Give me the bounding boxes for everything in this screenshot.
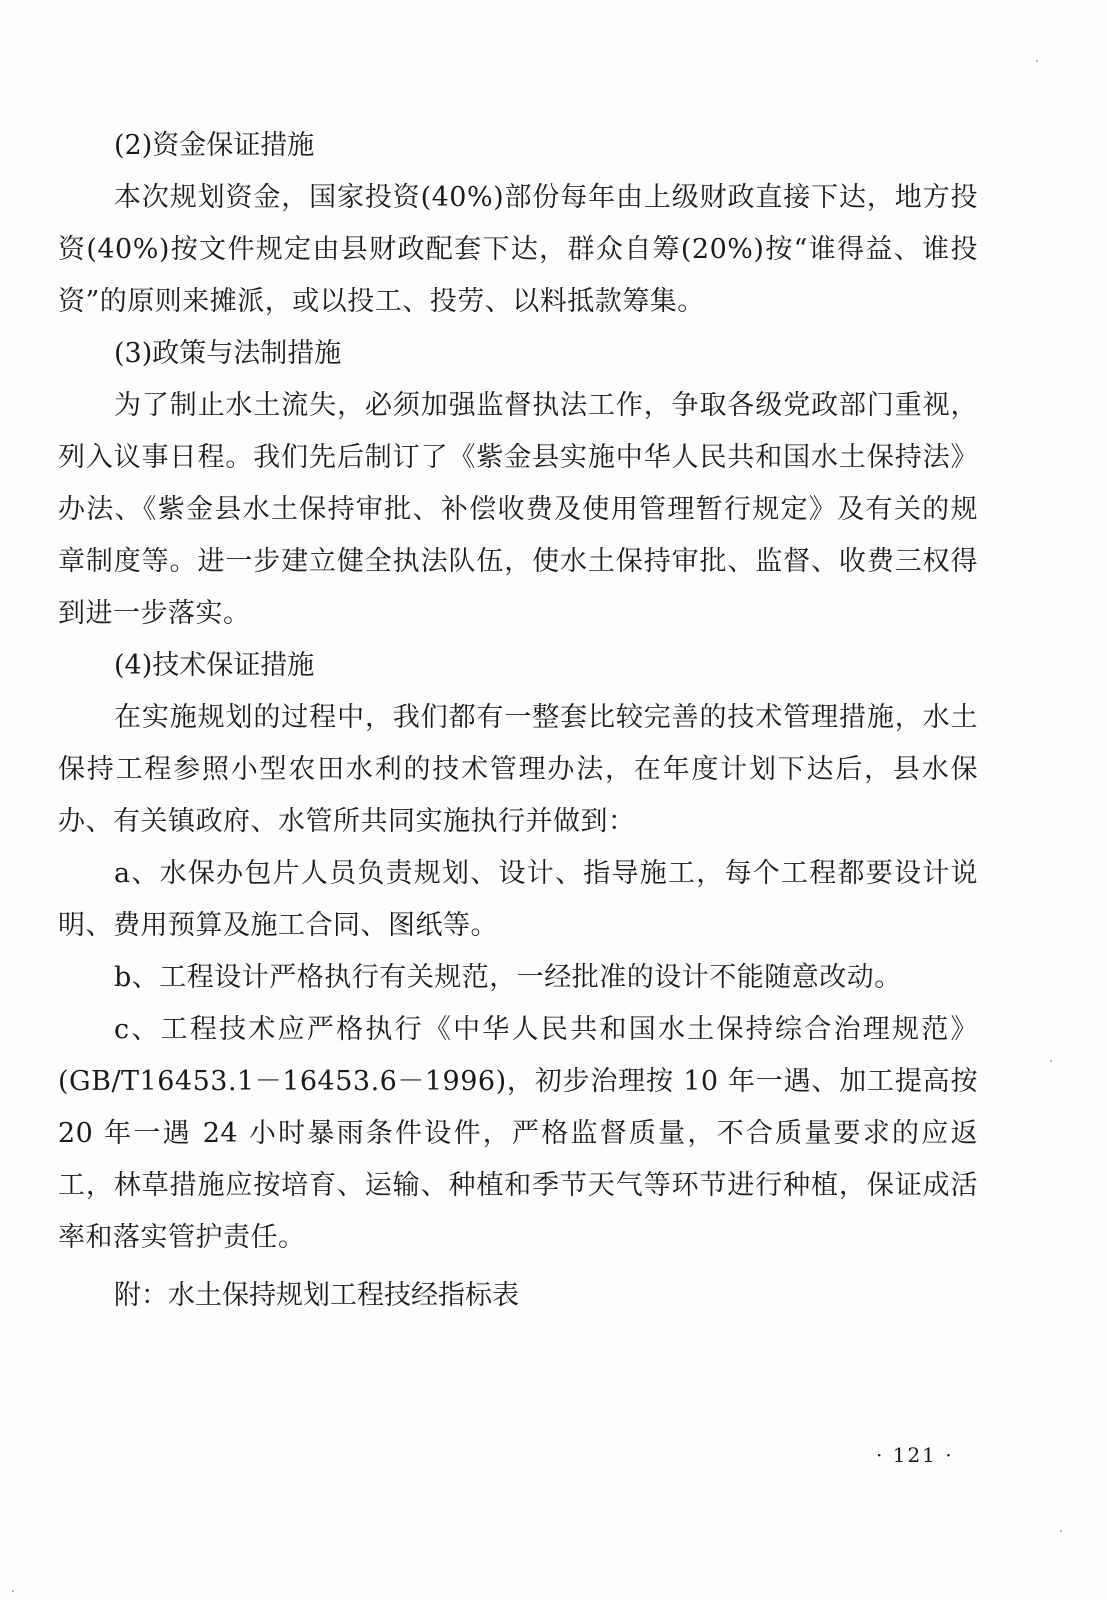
list-item-b: b、工程设计严格执行有关规范，一经批准的设计不能随意改动。 (114, 962, 902, 993)
list-item-a: a、水保办包片人员负责规划、设计、指导施工，每个工程都要设计说明、费用预算及施工合同、图纸等。 (58, 858, 978, 941)
heading-funding: (2)资金保证措施 (114, 130, 315, 161)
paragraph-technical: 在实施规划的过程中，我们都有一整套比较完善的技术管理措施，水土保持工程参照小型农田水利的技术管理办法，在年度计划下达后，县水保办、有关镇政府、水管所共同实施执行并做到： (58, 702, 978, 837)
heading-technical: (4)技术保证措施 (114, 650, 315, 681)
page-content (58, 120, 978, 1322)
scan-speck (12, 1590, 14, 1592)
scan-speck (1050, 1060, 1052, 1062)
heading-policy: (3)政策与法制措施 (114, 338, 342, 369)
paragraph-funding: 本次规划资金，国家投资(40%)部份每年由上级财政直接下达，地方投资(40%)按文件规定由县财政配套下达，群众自筹(20%)按“谁得益、谁投资”的原则来摊派，或以投工、投劳、以料抵款筹集。 (58, 182, 978, 317)
page-number: · 121 · (876, 1443, 954, 1467)
list-item-c: c、工程技术应严格执行《中华人民共和国水土保持综合治理规范》(GB/T16453.1－16453.6－1996)，初步治理按 10 年一遇、加工提高按 20 年一遇 24 小时暴雨条件设件，严格监督质量，不合质量要求的应返工，林草措施应按培育、运输、种植和季节天气等环节进行种植，保证成活率和落实管护责任。 (58, 1014, 978, 1253)
scan-speck (1060, 1530, 1062, 1532)
scan-speck (1036, 60, 1038, 62)
paragraph-policy: 为了制止水土流失，必须加强监督执法工作，争取各级党政部门重视，列入议事日程。我们先后制订了《紫金县实施中华人民共和国水土保持法》办法、《紫金县水土保持审批、补偿收费及使用管理暂行规定》及有关的规章制度等。进一步建立健全执法队伍，使水土保持审批、监督、收费三权得到进一步落实。 (58, 390, 978, 629)
attachment-note: 附：水土保持规划工程技经指标表 (114, 1280, 519, 1311)
